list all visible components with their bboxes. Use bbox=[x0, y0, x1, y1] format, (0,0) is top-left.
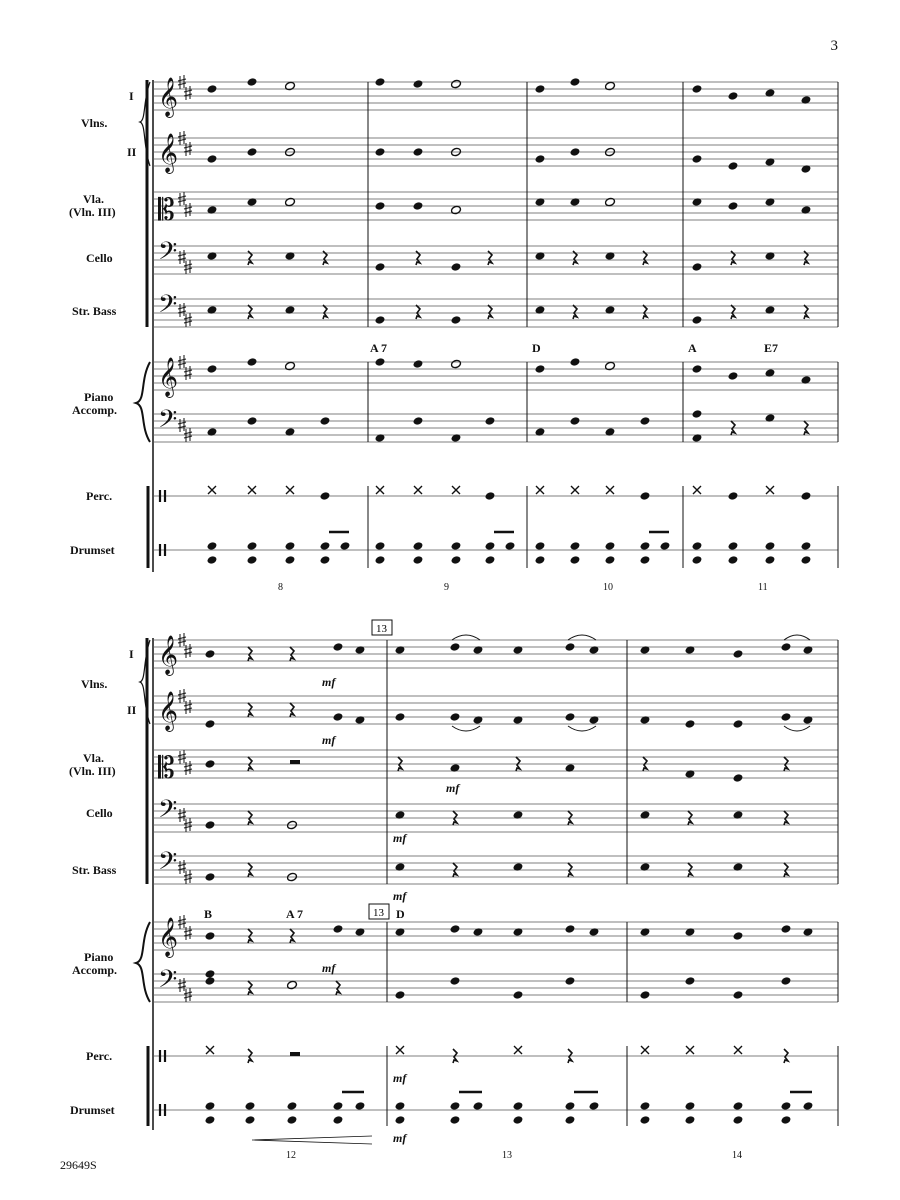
chord-symbol: A 7 bbox=[286, 907, 304, 921]
measure-number: 9 bbox=[444, 582, 449, 593]
label-violin-1-2: I bbox=[129, 647, 134, 661]
chord-symbol: E7 bbox=[764, 341, 779, 355]
label-violin-1: I bbox=[129, 89, 134, 103]
svg-text:𝄞: 𝄞 bbox=[158, 135, 179, 172]
dynamic-mark: mf bbox=[393, 1131, 407, 1145]
rehearsal-mark bbox=[369, 620, 392, 919]
dynamic-mark: mf bbox=[393, 831, 407, 845]
svg-text:𝄞: 𝄞 bbox=[158, 79, 179, 116]
label-viola-sub: (Vln. III) bbox=[69, 205, 116, 219]
measure-number: 8 bbox=[278, 582, 283, 593]
label-viola-sub-2: (Vln. III) bbox=[69, 764, 116, 778]
chord-symbol: A bbox=[688, 341, 697, 355]
dynamic-mark: mf bbox=[322, 961, 336, 975]
measure-number: 11 bbox=[758, 582, 768, 593]
label-drumset: Drumset bbox=[70, 543, 115, 557]
chord-symbol: D bbox=[532, 341, 541, 355]
dynamic-mark: mf bbox=[322, 733, 336, 747]
svg-text:𝄞: 𝄞 bbox=[158, 693, 179, 730]
measure-number: 12 bbox=[286, 1150, 296, 1161]
svg-text:𝄢: 𝄢 bbox=[158, 291, 178, 324]
svg-text:𝄞: 𝄞 bbox=[158, 637, 179, 674]
dynamic-mark: mf bbox=[322, 675, 336, 689]
label-viola: Vla. bbox=[83, 192, 104, 206]
label-bass: Str. Bass bbox=[72, 304, 117, 318]
label-piano-2: Piano bbox=[84, 950, 114, 964]
svg-text:𝄞: 𝄞 bbox=[158, 359, 179, 396]
system-1 bbox=[136, 75, 838, 572]
footer-code: 29649S bbox=[60, 1158, 97, 1172]
label-viola-2: Vla. bbox=[83, 751, 104, 765]
label-violins-2: Vlns. bbox=[81, 677, 108, 691]
svg-text:𝄢: 𝄢 bbox=[158, 848, 178, 881]
label-cello: Cello bbox=[86, 251, 113, 265]
label-violins: Vlns. bbox=[81, 116, 108, 130]
system-2 bbox=[136, 633, 838, 1144]
page-number: 3 bbox=[830, 38, 838, 54]
measure-number: 10 bbox=[603, 582, 613, 593]
rehearsal-number: 13 bbox=[376, 623, 387, 635]
svg-text:𝄢: 𝄢 bbox=[158, 796, 178, 829]
svg-text:𝄡: 𝄡 bbox=[158, 752, 175, 785]
measure-number: 14 bbox=[732, 1150, 742, 1161]
measure-number: 13 bbox=[502, 1150, 512, 1161]
dynamic-mark: mf bbox=[446, 781, 460, 795]
dynamic-mark: mf bbox=[393, 889, 407, 903]
label-violin-2-2: II bbox=[127, 703, 137, 717]
label-drumset-2: Drumset bbox=[70, 1103, 115, 1117]
svg-text:𝄞: 𝄞 bbox=[158, 919, 179, 956]
chord-symbol: A 7 bbox=[370, 341, 388, 355]
svg-text:𝄢: 𝄢 bbox=[158, 238, 178, 271]
label-perc: Perc. bbox=[86, 489, 113, 503]
svg-text:𝄢: 𝄢 bbox=[158, 966, 178, 999]
label-cello-2: Cello bbox=[86, 806, 113, 820]
svg-text:𝄢: 𝄢 bbox=[158, 406, 178, 439]
rehearsal-number: 13 bbox=[373, 907, 384, 919]
label-piano: Piano bbox=[84, 390, 114, 404]
label-bass-2: Str. Bass bbox=[72, 863, 117, 877]
chord-symbol: D bbox=[396, 907, 405, 921]
label-perc-2: Perc. bbox=[86, 1049, 113, 1063]
label-piano-sub: Accomp. bbox=[72, 403, 117, 417]
chord-symbol: B bbox=[204, 907, 213, 921]
svg-text:𝄡: 𝄡 bbox=[158, 194, 175, 227]
dynamic-mark: mf bbox=[393, 1071, 407, 1085]
label-piano-sub-2: Accomp. bbox=[72, 963, 117, 977]
label-violin-2: II bbox=[127, 145, 137, 159]
